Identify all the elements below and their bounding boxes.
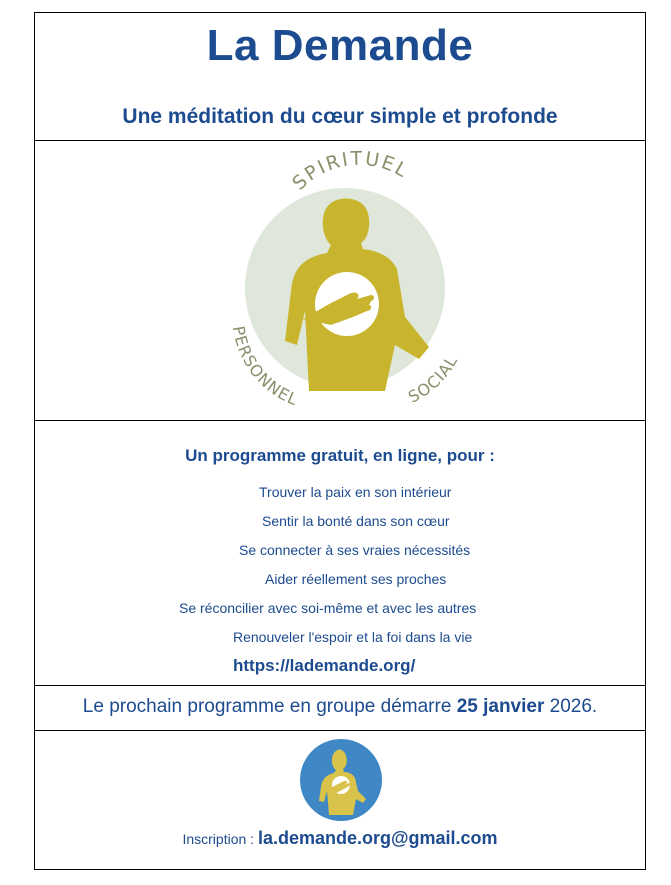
next-session-intro: Le prochain programme en groupe démarre: [82, 696, 457, 717]
flyer-frame: [34, 12, 646, 870]
program-item: Trouver la paix en son intérieur: [259, 484, 452, 500]
next-session-section: [35, 685, 645, 730]
program-section: [35, 420, 645, 685]
registration-label: Inscription :: [182, 831, 258, 847]
page-title: La Demande: [206, 21, 474, 70]
logo-word-spirituel: SPIRITUEL: [288, 147, 413, 195]
logo-word-social: SOCIAL: [405, 351, 462, 407]
logo-section: [35, 140, 645, 420]
registration-email[interactable]: la.demande.org@gmail.com: [257, 828, 498, 848]
header-section: [35, 13, 645, 140]
program-item: Renouveler l'espoir et la foi dans la vie: [233, 629, 473, 645]
next-session-text: [35, 696, 645, 718]
program-item: Se connecter à ses vraies nécessités: [239, 542, 471, 558]
logo-word-personnel: PERSONNEL: [228, 324, 302, 410]
next-session-date: 25 janvier: [456, 696, 545, 717]
program-item: Se réconcilier avec soi-même et avec les autres: [179, 600, 477, 616]
program-item: Aider réellement ses proches: [265, 571, 447, 587]
registration-line: [35, 828, 645, 849]
small-logo-icon: [296, 735, 386, 825]
next-session-year: 2026.: [544, 696, 598, 717]
footer-section: [35, 730, 645, 870]
program-heading: Un programme gratuit, en ligne, pour :: [185, 446, 495, 465]
website-link[interactable]: https://lademande.org/: [233, 656, 416, 675]
heart-meditation-logo: [35, 141, 647, 420]
page-subtitle: Une méditation du cœur simple et profonde: [122, 105, 558, 128]
program-item: Sentir la bonté dans son cœur: [262, 513, 450, 529]
